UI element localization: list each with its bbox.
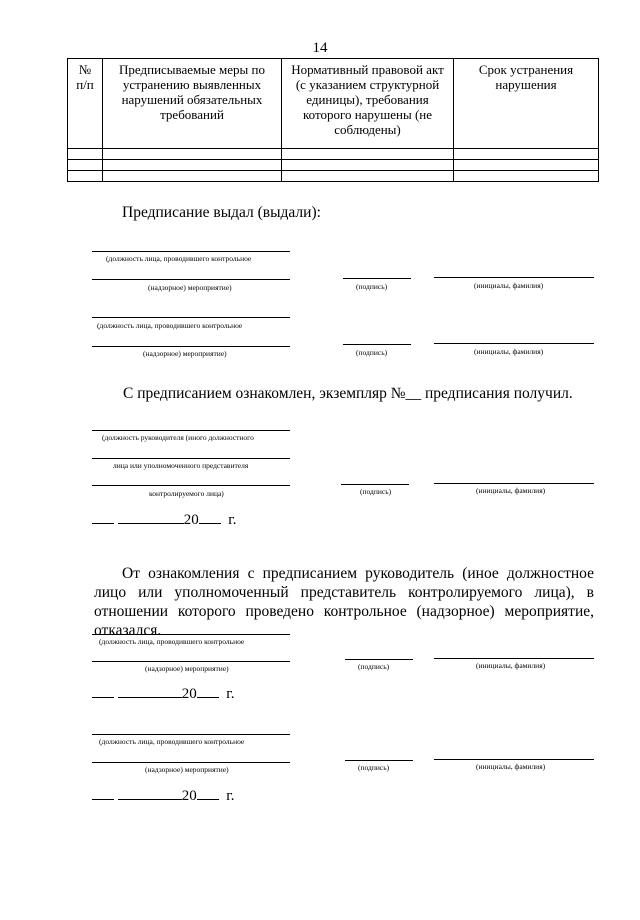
position-line bbox=[92, 762, 290, 763]
caption-signature: (подпись) bbox=[358, 763, 390, 772]
header-legal-act: Нормативный правовой акт (с указанием структурной единицы), требования которого нарушены (не соблюдены) bbox=[282, 59, 454, 149]
header-number: № п/п bbox=[68, 59, 103, 149]
position-line bbox=[92, 317, 290, 318]
position-line bbox=[92, 279, 290, 280]
caption-controlled-entity: контролируемого лица) bbox=[149, 489, 224, 498]
caption-signature: (подпись) bbox=[360, 487, 392, 496]
date-field bbox=[92, 785, 234, 805]
caption-inspector-position: (должность лица, проводившего контрольное bbox=[106, 254, 252, 263]
caption-manager-position: (должность руководителя (иного должностного bbox=[102, 433, 254, 442]
signature-line bbox=[345, 760, 413, 761]
signature-line bbox=[343, 344, 411, 345]
caption-inspector-position: (должность лица, проводившего контрольное bbox=[99, 637, 245, 646]
caption-inspector-event: (надзорное) мероприятие) bbox=[143, 349, 227, 358]
position-line bbox=[92, 430, 290, 431]
caption-inspector-position: (должность лица, проводившего контрольное bbox=[97, 321, 243, 330]
initials-line bbox=[434, 483, 594, 484]
caption-initials: (инициалы, фамилия) bbox=[474, 347, 544, 356]
signature-line bbox=[341, 484, 409, 485]
position-line bbox=[92, 346, 290, 347]
initials-line bbox=[434, 658, 594, 659]
caption-manager-representative: лица или уполномоченного представителя bbox=[113, 461, 249, 470]
position-line bbox=[92, 661, 290, 662]
violations-table bbox=[67, 58, 599, 182]
refusal-text: От ознакомления с предписанием руководитель (иное должностное лицо или уполномоченный представитель контролируемого лица), в отношении которого проведено контрольное (надзорное) мероприятие, отказался. bbox=[94, 565, 594, 639]
initials-line bbox=[434, 343, 594, 344]
signature-line bbox=[345, 659, 413, 660]
page-number: 14 bbox=[312, 40, 328, 56]
date-year-prefix: 20 bbox=[183, 512, 199, 528]
position-line bbox=[92, 458, 290, 459]
issued-by-heading: Предписание выдал (выдали): bbox=[122, 204, 321, 221]
signature-line bbox=[343, 278, 411, 279]
caption-initials: (инициалы, фамилия) bbox=[474, 281, 544, 290]
date-year-suffix: г. bbox=[226, 788, 235, 804]
table-row bbox=[68, 171, 599, 182]
caption-initials: (инициалы, фамилия) bbox=[476, 762, 546, 771]
position-line bbox=[92, 251, 290, 252]
caption-inspector-event: (надзорное) мероприятие) bbox=[145, 765, 229, 774]
acknowledged-text: С предписанием ознакомлен, экземпляр №__ предписания получил. bbox=[123, 385, 573, 402]
date-field bbox=[92, 683, 234, 703]
initials-line bbox=[434, 277, 594, 278]
position-line bbox=[92, 634, 290, 635]
header-deadline: Срок устранения нарушения bbox=[454, 59, 599, 149]
table-row bbox=[68, 149, 599, 160]
date-year-suffix: г. bbox=[226, 686, 235, 702]
date-year-prefix: 20 bbox=[181, 788, 197, 804]
date-year-suffix: г. bbox=[228, 512, 237, 528]
date-field bbox=[92, 509, 236, 529]
initials-line bbox=[434, 759, 594, 760]
header-measures: Предписываемые меры по устранению выявленных нарушений обязательных требований bbox=[103, 59, 282, 149]
caption-initials: (инициалы, фамилия) bbox=[476, 661, 546, 670]
position-line bbox=[92, 734, 290, 735]
position-line bbox=[92, 485, 290, 486]
caption-inspector-event: (надзорное) мероприятие) bbox=[145, 664, 229, 673]
table-header-row bbox=[68, 59, 599, 149]
caption-signature: (подпись) bbox=[358, 662, 390, 671]
caption-inspector-position: (должность лица, проводившего контрольное bbox=[99, 737, 245, 746]
table-row bbox=[68, 160, 599, 171]
date-year-prefix: 20 bbox=[181, 686, 197, 702]
caption-inspector-event: (надзорное) мероприятие) bbox=[148, 283, 232, 292]
caption-initials: (инициалы, фамилия) bbox=[476, 486, 546, 495]
caption-signature: (подпись) bbox=[356, 348, 388, 357]
caption-signature: (подпись) bbox=[356, 282, 388, 291]
